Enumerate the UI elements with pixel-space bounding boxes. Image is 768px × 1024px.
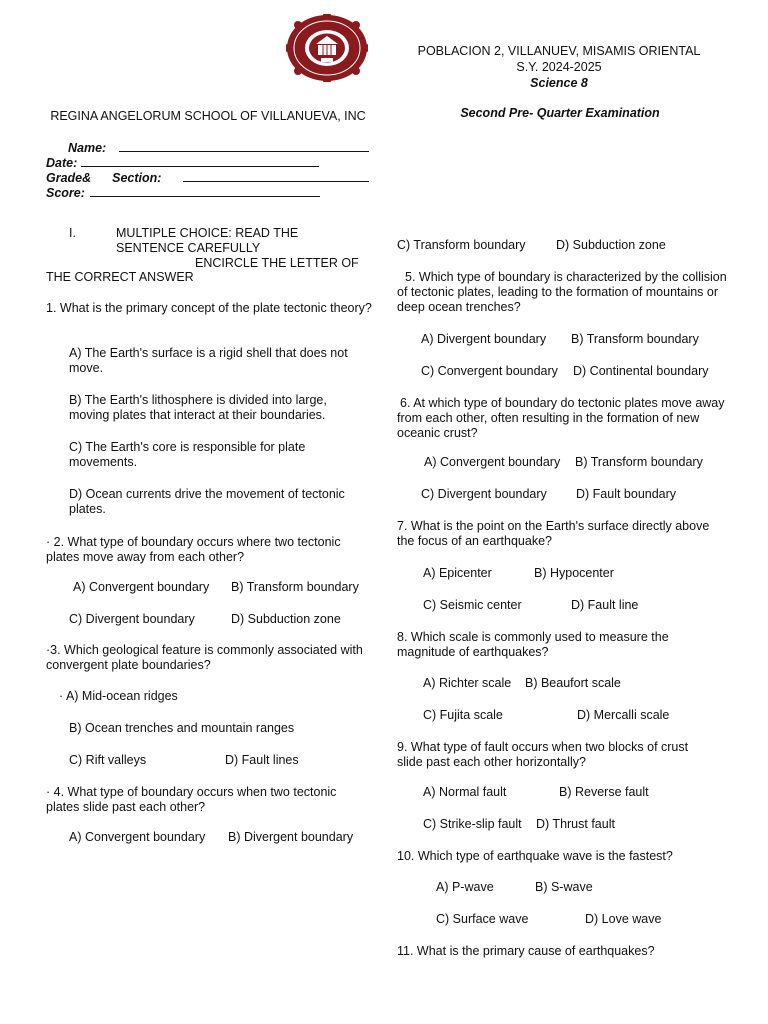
- question-2-text: · 2. What type of boundary occurs where two tectonic plates move away from each other?: [46, 535, 341, 564]
- question-1-text: 1. What is the primary concept of the plate tectonic theory?: [46, 301, 372, 315]
- instruction-line-4: THE CORRECT ANSWER: [46, 270, 194, 284]
- question-3-option-a[interactable]: · A) Mid-ocean ridges: [59, 689, 178, 703]
- grade-section-blank-line: [183, 170, 369, 182]
- question-9-option-c[interactable]: C) Strike-slip fault: [423, 817, 522, 831]
- school-seal-logo: [286, 14, 368, 82]
- date-blank-line: [81, 155, 319, 167]
- question-5-option-d[interactable]: D) Continental boundary: [573, 364, 709, 378]
- question-10-text: 10. Which type of earthquake wave is the fastest?: [397, 849, 673, 863]
- name-blank-line: [119, 140, 369, 152]
- question-6-option-b[interactable]: B) Transform boundary: [575, 455, 703, 469]
- question-1-option-d[interactable]: D) Ocean currents drive the movement of tectonic plates.: [69, 487, 345, 516]
- exam-title: Second Pre- Quarter Examination: [460, 106, 660, 120]
- question-6-option-a[interactable]: A) Convergent boundary: [424, 455, 561, 469]
- header-address: POBLACION 2, VILLANUEV, MISAMIS ORIENTAL: [417, 44, 701, 58]
- question-4-option-c[interactable]: C) Transform boundary: [397, 238, 526, 252]
- question-9-text: 9. What type of fault occurs when two blocks of crust slide past each other horizontally?: [397, 740, 689, 769]
- question-4-option-a[interactable]: A) Convergent boundary: [69, 830, 206, 844]
- question-10-option-a[interactable]: A) P-wave: [436, 880, 494, 894]
- question-9-option-a[interactable]: A) Normal fault: [423, 785, 507, 799]
- score-label: Score:: [46, 186, 85, 200]
- score-blank-line: [90, 185, 320, 197]
- grade-label: Grade&: [46, 171, 92, 185]
- question-4-option-d[interactable]: D) Subduction zone: [556, 238, 666, 252]
- question-2-option-b[interactable]: B) Transform boundary: [231, 580, 359, 594]
- question-7-option-b[interactable]: B) Hypocenter: [534, 566, 614, 580]
- section-numeral: I.: [69, 226, 76, 240]
- question-3-text: ·3. Which geological feature is commonly associated with convergent plate boundaries?: [46, 643, 363, 672]
- grade-section-field[interactable]: [46, 170, 369, 186]
- question-4-text: · 4. What type of boundary occurs when two tectonic plates slide past each other?: [46, 785, 337, 814]
- question-5-text: 5. Which type of boundary is characterized by the collision of tectonic plates, leading to the formation of mountains or deep ocean trenches?: [397, 270, 727, 314]
- section-label: Section:: [112, 171, 162, 185]
- question-3-option-b[interactable]: B) Ocean trenches and mountain ranges: [69, 721, 295, 735]
- question-5-option-b[interactable]: B) Transform boundary: [571, 332, 699, 346]
- question-2-option-a[interactable]: A) Convergent boundary: [73, 580, 210, 594]
- question-6-text: 6. At which type of boundary do tectonic plates move away from each other, often resulting in the formation of new oceanic crust?: [397, 396, 725, 440]
- question-9-option-d[interactable]: D) Thrust fault: [536, 817, 615, 831]
- question-9-option-b[interactable]: B) Reverse fault: [559, 785, 649, 799]
- name-label: Name:: [68, 141, 107, 155]
- score-field[interactable]: [46, 185, 320, 201]
- header-subject: Science 8: [530, 76, 588, 90]
- question-1-option-a[interactable]: A) The Earth's surface is a rigid shell that does not move.: [69, 346, 348, 375]
- question-3-option-d[interactable]: D) Fault lines: [225, 753, 299, 767]
- question-7-text: 7. What is the point on the Earth's surface directly above the focus of an earthquake?: [397, 519, 710, 548]
- header-school-year: S.Y. 2024-2025: [516, 60, 602, 74]
- question-7-option-d[interactable]: D) Fault line: [571, 598, 639, 612]
- question-4-option-b[interactable]: B) Divergent boundary: [228, 830, 354, 844]
- header-right-block: [408, 43, 710, 91]
- question-2-option-d[interactable]: D) Subduction zone: [231, 612, 341, 626]
- question-10-option-c[interactable]: C) Surface wave: [436, 912, 529, 926]
- question-11-text: 11. What is the primary cause of earthquakes?: [397, 944, 655, 958]
- question-7-option-a[interactable]: A) Epicenter: [423, 566, 492, 580]
- question-2-option-c[interactable]: C) Divergent boundary: [69, 612, 195, 626]
- date-field[interactable]: [46, 155, 319, 171]
- school-name: REGINA ANGELORUM SCHOOL OF VILLANUEVA, INC: [50, 109, 366, 123]
- question-8-option-c[interactable]: C) Fujita scale: [423, 708, 503, 722]
- question-1-option-b[interactable]: B) The Earth's lithosphere is divided into large, moving plates that interact at their boundaries.: [69, 393, 327, 422]
- question-8-text: 8. Which scale is commonly used to measure the magnitude of earthquakes?: [397, 630, 669, 659]
- question-3-option-c[interactable]: C) Rift valleys: [69, 753, 147, 767]
- date-label: Date:: [46, 156, 78, 170]
- name-field[interactable]: [68, 140, 369, 156]
- question-10-option-d[interactable]: D) Love wave: [585, 912, 662, 926]
- question-5-option-c[interactable]: C) Convergent boundary: [421, 364, 558, 378]
- question-8-option-b[interactable]: B) Beaufort scale: [525, 676, 621, 690]
- instruction-line-1: MULTIPLE CHOICE: READ THE: [116, 226, 299, 240]
- question-8-option-a[interactable]: A) Richter scale: [423, 676, 512, 690]
- question-6-option-d[interactable]: D) Fault boundary: [576, 487, 677, 501]
- question-7-option-c[interactable]: C) Seismic center: [423, 598, 522, 612]
- question-8-option-d[interactable]: D) Mercalli scale: [577, 708, 670, 722]
- question-6-option-c[interactable]: C) Divergent boundary: [421, 487, 547, 501]
- question-10-option-b[interactable]: B) S-wave: [535, 880, 593, 894]
- instruction-line-3: ENCIRCLE THE LETTER OF: [195, 256, 359, 270]
- question-5-option-a[interactable]: A) Divergent boundary: [421, 332, 547, 346]
- question-1-option-c[interactable]: C) The Earth's core is responsible for plate movements.: [69, 440, 306, 469]
- instruction-line-2: SENTENCE CAREFULLY: [116, 241, 261, 255]
